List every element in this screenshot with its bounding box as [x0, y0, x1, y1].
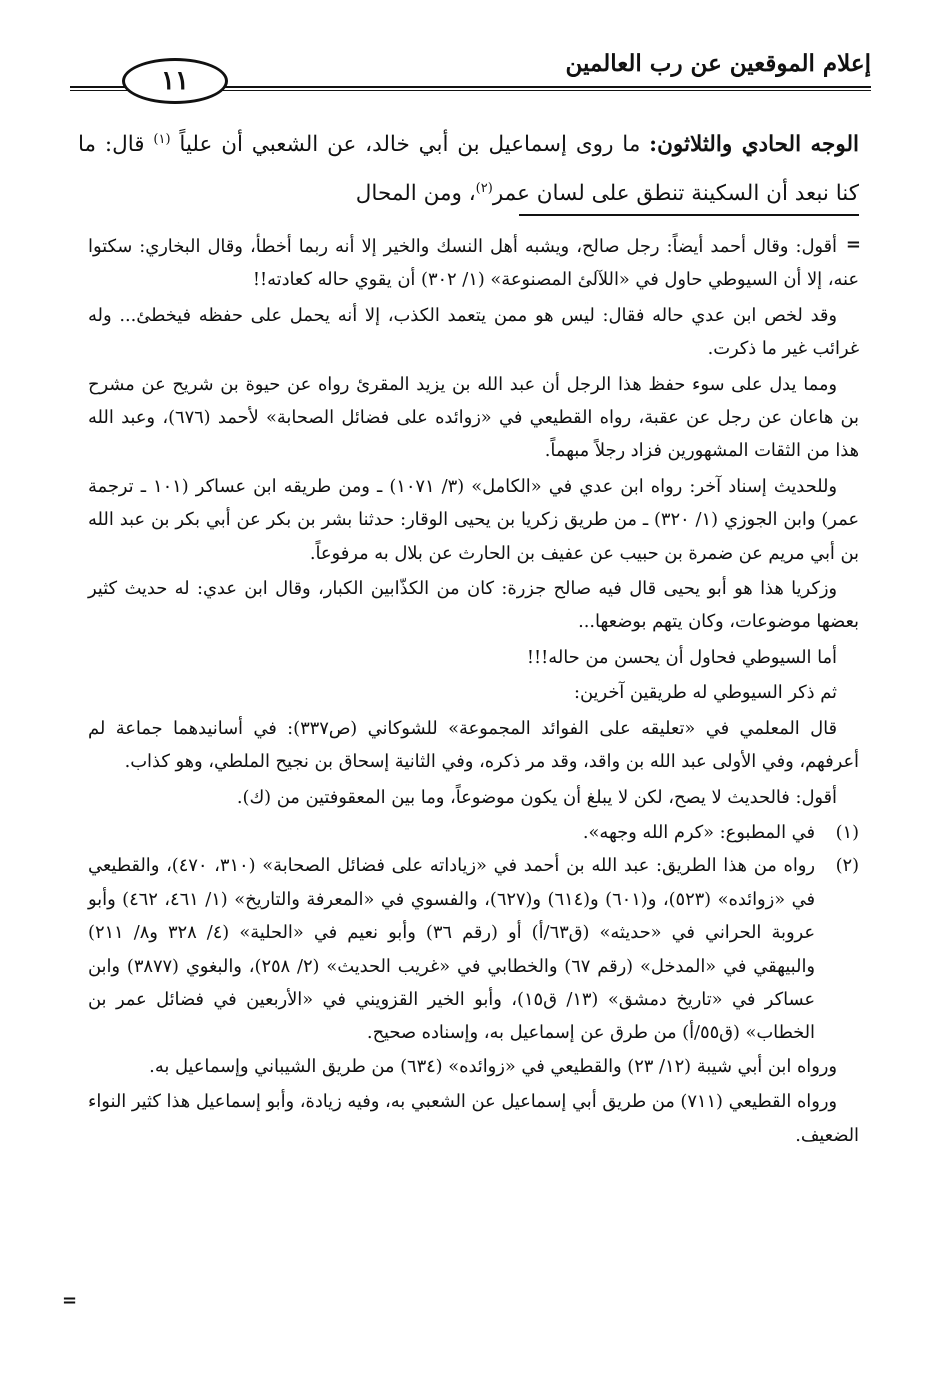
section-lead: الوجه الحادي والثلاثون:	[649, 132, 859, 158]
footnote-paragraph: وقد لخص ابن عدي حاله فقال: ليس هو ممن يتعمد الكذب، إلا أنه يحمل على حفظه فيخطئ... وله غرائب غير ما ذكرت.	[88, 304, 859, 360]
main-text-part1: ما روى إسماعيل بن أبي خالد، عن الشعبي أن علياً	[170, 132, 650, 158]
page-number: ١١	[122, 58, 228, 104]
footnote-paragraph: ورواه القطيعي (٧١١) من طريق أبي إسماعيل عن الشعبي به، وفيه زيادة، وأبو إسماعيل هذا كثير النواء الضعيف.	[88, 1091, 859, 1146]
footnote-2	[88, 849, 859, 1049]
main-text-part3: ، ومن المحال	[355, 181, 476, 207]
footnote-text: رواه من هذا الطريق: عبد الله بن أحمد في «زياداته على فضائل الصحابة» (٣١٠، ٤٧٠)، والقطيعي في «زوائده» (٥٢٣)، و(٦٠١) و(٦١٤) و(٦٢٧)، والفسوي في «المعرفة والتاريخ» (١/ ٤٦١، ٤٦٢) وأبو عروبة الحراني في «حديثه» (ق٦٣/أ) أو (رقم ٣٦) وأبو نعيم في «الحلية» (٤/ ٣٢٨ و٨/ ٢١١) والبيهقي في «المدخل» (رقم ٦٧) والخطابي في «غريب الحديث» (٢/ ٢٥٨)، والبغوي (٣٨٧٧) وابن عساكر في «تاريخ دمشق» (١٣/ ق١٥)، وأبو الخير القزويني في «الأربعين في فضائل عمر بن الخطاب» (ق٥٥/أ) من طرق عن إسماعيل به، وإسناده صحيح.	[88, 855, 815, 1044]
footnote-paragraph: ثم ذكر السيوطي له طريقين آخرين:	[574, 682, 837, 704]
main-paragraph	[78, 118, 859, 216]
footnote-paragraph: أما السيوطي فحاول أن يحسن من حاله!!!	[526, 646, 837, 668]
continuation-mark-bottom: =	[62, 1290, 78, 1311]
footnotes-block	[88, 230, 859, 1154]
page-header	[70, 46, 871, 106]
main-text-part2: قال: ما كنا نبعد أن السكينة تنطق على لسان عمر	[78, 132, 859, 207]
footnote-paragraph: وللحديث إسناد آخر: رواه ابن عدي في «الكامل» (٣/ ١٠٧١) ـ ومن طريقه ابن عساكر (١٠١ ـ ترجمة عمر) وابن الجوزي (١/ ٣٢٠) ـ من طريق زكريا بن يحيى الوقار: حدثنا بشر بن بكر عن أبي بكر بن عبد الله بن أبي مريم عن ضمرة بن حبيب عن عفيف بن الحارث عن بلال به مرفوعاً.	[88, 475, 859, 564]
footnote-number: (١)	[835, 821, 859, 843]
footnote-paragraph: ورواه ابن أبي شيبة (١٢/ ٢٣) والقطيعي في «زوائده» (٦٣٤) من طريق الشيباني وإسماعيل به.	[149, 1055, 837, 1077]
footnote-text: في المطبوع: «كرم الله وجهه».	[582, 821, 815, 843]
footnote-paragraph: أقول: وقال أحمد أيضاً: رجل صالح، ويشبه أهل النسك والخير إلا أنه ربما أخطأ، وقال البخاري: سكتوا عنه، إلا أن السيوطي حاول في «اللآلئ المصنوعة» (١/ ٣٠٢) أن يقوي حاله كعادته!!	[88, 236, 859, 291]
footnote-paragraph: أقول: فالحديث لا يصح، لكن لا يبلغ أن يكون موضوعاً، وما بين المعقوفتين من (ك).	[236, 786, 837, 808]
continuation-mark-top: =	[845, 234, 861, 255]
footnote-ref-2[interactable]: (٢)	[475, 181, 493, 197]
footnote-1	[88, 816, 859, 849]
footnote-number: (٢)	[835, 855, 859, 877]
footnote-ref-1[interactable]: (١)	[153, 132, 171, 147]
footnote-paragraph: قال المعلمي في «تعليقه على الفوائد المجموعة» للشوكاني (ص٣٣٧): في أسانيدهما جماعة لم أعرفهم، وفي الأولى عبد الله بن واقد، وقد مر ذكره، وفي الثانية إسحاق بن نجيح الملطي، وهو كذاب.	[88, 717, 859, 773]
running-title: إعلام الموقعين عن رب العالمين	[565, 50, 871, 77]
footnote-separator	[519, 214, 859, 216]
footnote-paragraph: وزكريا هذا هو أبو يحيى قال فيه صالح جزرة: كان من الكذّابين الكبار، وقال ابن عدي: له حديث كثير بعضها موضوعات، وكان يتهم بوضعها...	[88, 578, 859, 633]
footnote-paragraph: ومما يدل على سوء حفظ هذا الرجل أن عبد الله بن يزيد المقرئ رواه عن حيوة بن شريح عن مشرح بن هاعان عن رجل عن عقبة، رواه القطيعي في «زوائده على فضائل الصحابة» لأحمد (٦٧٦)، وعبد الله هذا من الثقات المشهورين فزاد رجلاً مبهماً.	[88, 373, 860, 462]
